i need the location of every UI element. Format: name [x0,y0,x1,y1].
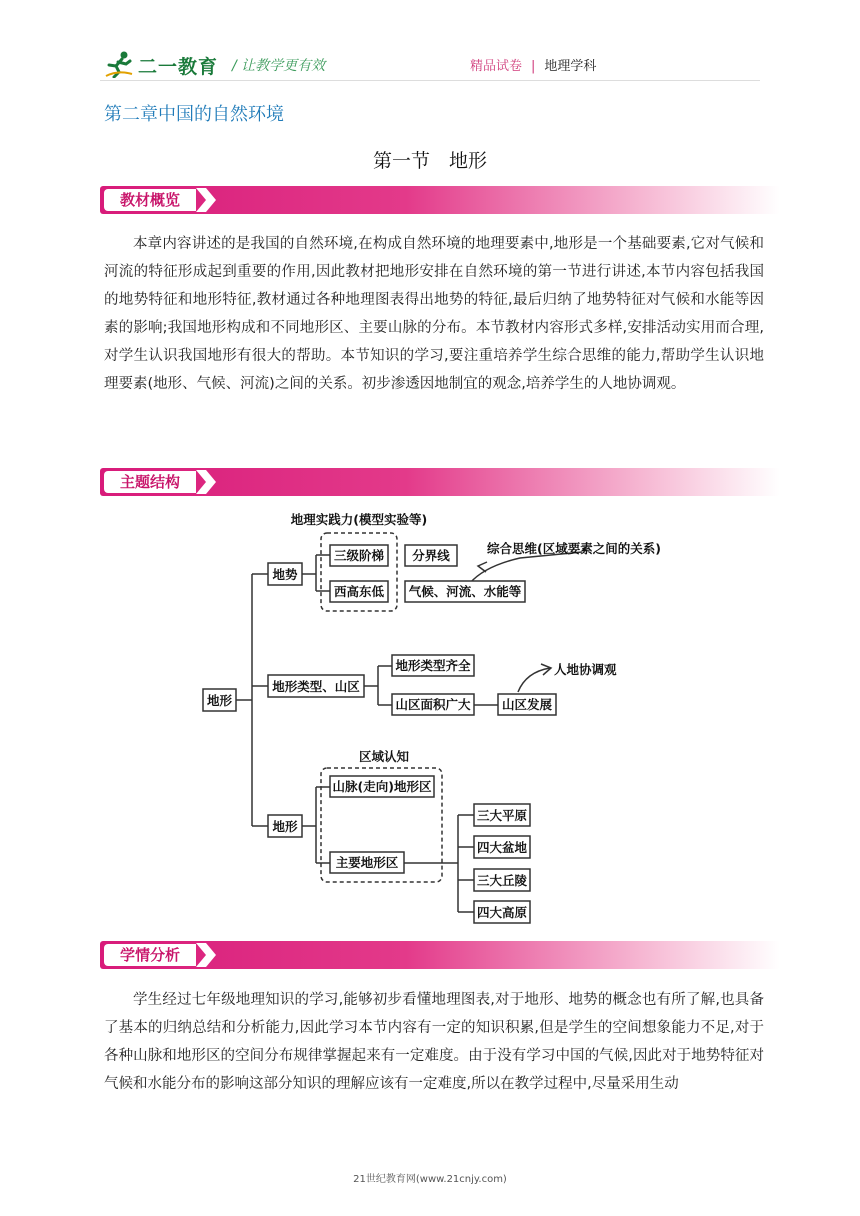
section-banner-analysis [100,941,780,969]
node-fenjie: 分界线 [412,548,450,563]
overview-paragraph: 本章内容讲述的是我国的自然环境,在构成自然环境的地理要素中,地形是一个基础要素,它对气候和河流的特征形成起到重要的作用,因此教材把地形安排在自然环境的第一节进行讲述,本节内容包括我国的地势特征和地形特征,教材通过各种地理图表得出地势的特征,最后归纳了地势特征对气候和水能等因素的影响;我国地形构成和不同地形区、主要山脉的分布。本节教材内容形式多样,安排活动实用而合理,对学生认识我国地形有很大的帮助。本节知识的学习,要注重培养学生综合思维的能力,帮助学生认识地理要素(地形、气候、河流)之间的关系。初步渗透因地制宜的观念,培养学生的人地协调观。 [104,236,764,392]
node-qiuling: 三大丘陵 [476,873,528,888]
section-title: 第一节 地形 [372,150,487,172]
section-heading: 主题结构 [104,471,196,493]
runner-logo-icon [104,50,134,78]
label-quyu: 区域认知 [358,749,410,764]
node-shanqu-mianji: 山区面积广大 [395,697,471,712]
analysis-paragraph: 学生经过七年级地理知识的学习,能够初步看懂地理图表,对于地形、地势的概念也有所了解,也具备了基本的归纳总结和分析能力,因此学习本节内容有一定的知识积累,但是学生的空间想象能力不足,对于各种山脉和地形区的空间分布规律掌握起来有一定难度。由于没有学习中国的气候,因此对于地势特征对气候和水能分布的影响这部分知识的理解应该有一定难度,所以在教学过程中,尽量采用生动 [104,992,764,1092]
node-qiquan: 地形类型齐全 [395,658,471,673]
node-pendi: 四大盆地 [476,840,528,855]
tag-exam: 精品试卷 [470,59,523,74]
label-practice: 地理实践力(模型实验等) [290,512,428,527]
node-shanqu-fazhan: 山区发展 [501,697,553,712]
chevron-right-icon [196,469,218,495]
chevron-right-icon [196,942,218,968]
section-banner-overview [100,186,780,214]
chevron-right-icon [196,187,218,213]
node-pingyuan: 三大平原 [476,808,528,823]
node-dixing: 地形 [272,819,298,834]
header-divider [100,80,760,81]
node-qihou: 气候、河流、水能等 [408,584,522,599]
node-root: 地形 [206,693,233,708]
node-sanji: 三级阶梯 [333,548,385,563]
node-gaoyuan: 四大高原 [476,905,528,920]
node-xigao: 西高东低 [333,584,385,599]
label-zonghe: 综合思维(区域要素之间的关系) [487,541,661,556]
concept-map [0,500,860,930]
header-tags [470,55,596,74]
node-dishi: 地势 [272,567,298,582]
slogan: / 让教学更有效 [232,58,326,74]
tag-separator: | [531,59,536,74]
chapter-title: 第二章中国的自然环境 [104,104,284,125]
tag-subject: 地理学科 [544,59,597,74]
section-banner-structure [100,468,780,496]
node-zhuyao: 主要地形区 [335,855,399,870]
node-leixing: 地形类型、山区 [272,679,360,694]
section-heading: 教材概览 [104,189,196,211]
label-renxie: 人地协调观 [554,662,617,677]
node-shanmai: 山脉(走向)地形区 [332,779,432,794]
brand-logo-text: 二一教育 [138,56,219,78]
page-footer: 21世纪教育网(www.21cnjy.com) [353,1174,507,1185]
section-heading: 学情分析 [104,944,196,966]
